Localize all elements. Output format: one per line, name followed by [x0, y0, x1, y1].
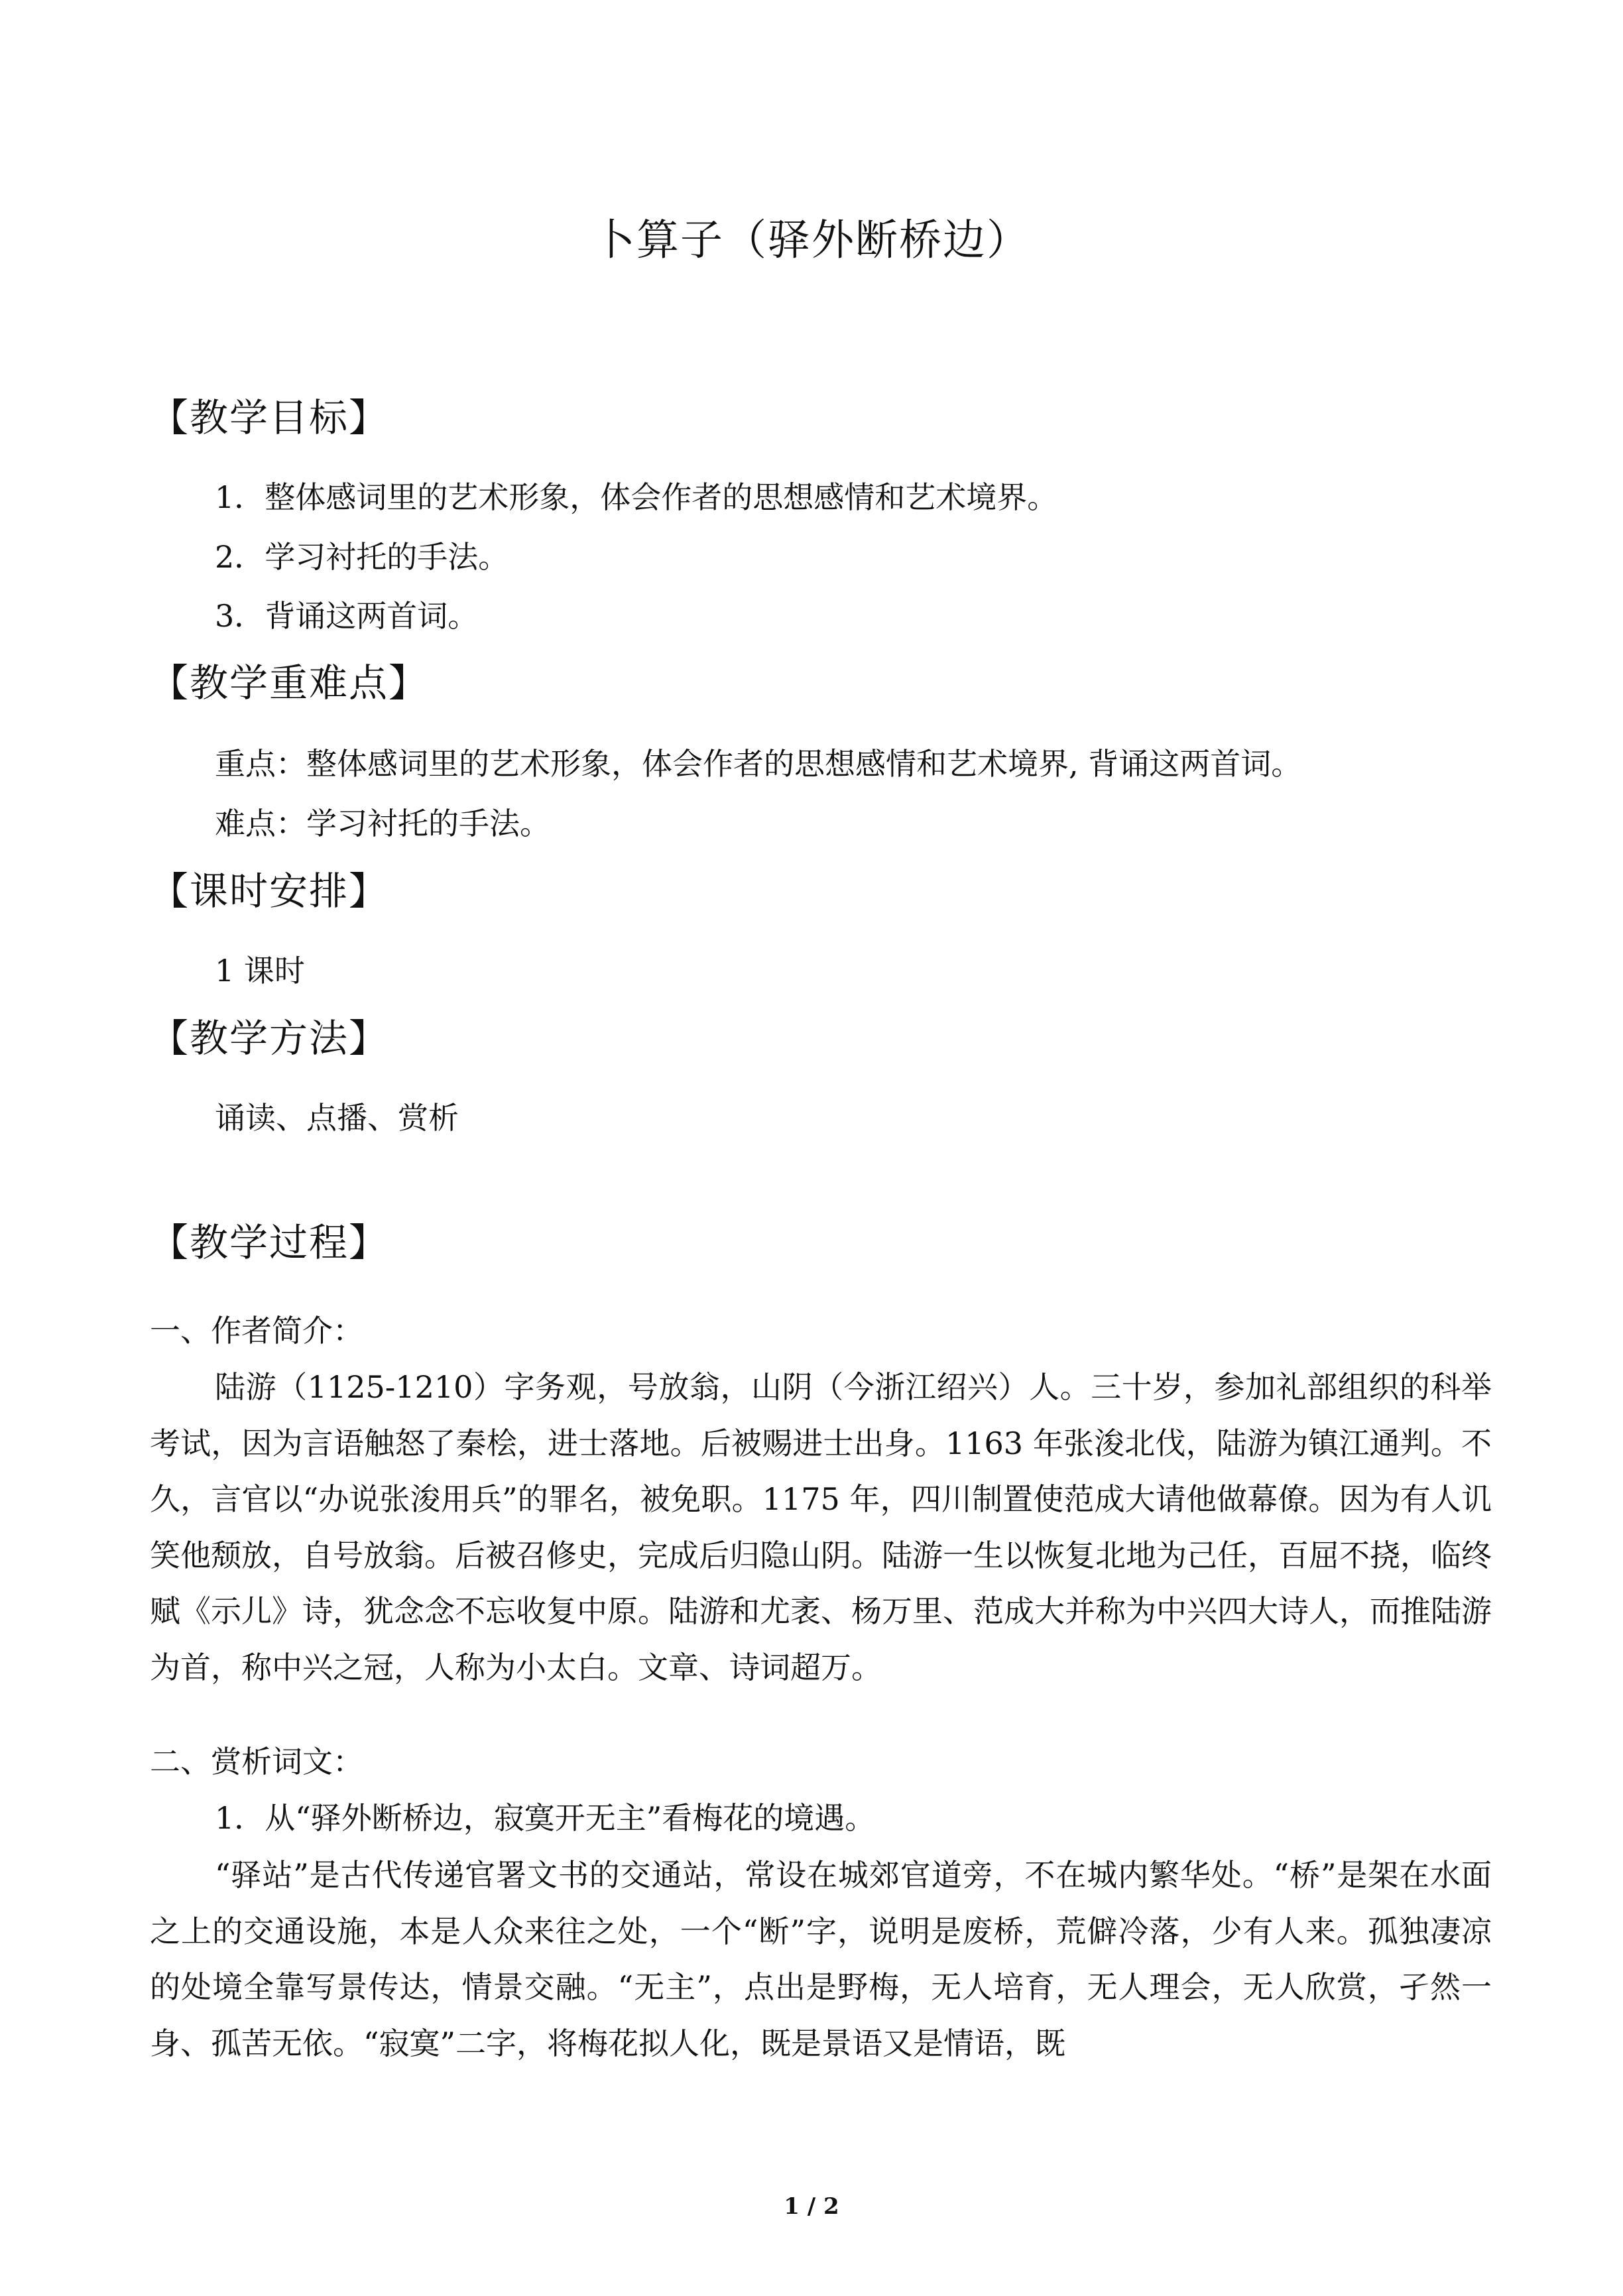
- objective-item-1: 1．整体感词里的艺术形象，体会作者的思想感情和艺术境界。: [215, 479, 1058, 515]
- schedule-value: 1 课时: [215, 953, 305, 989]
- keypoint-difficulty: 难点：学习衬托的手法。: [215, 806, 550, 841]
- heading-schedule: 【课时安排】: [150, 869, 389, 914]
- process-part2-title: 二、赏析词文：: [150, 1744, 363, 1780]
- heading-keypoints: 【教学重难点】: [150, 660, 429, 705]
- heading-objectives: 【教学目标】: [150, 395, 389, 440]
- objective-item-2: 2．学习衬托的手法。: [215, 539, 509, 575]
- page-number: 1 / 2: [784, 2193, 839, 2220]
- process-part2-item1: 1．从“驿外断桥边，寂寞开无主”看梅花的境遇。: [215, 1800, 876, 1836]
- heading-method: 【教学方法】: [150, 1016, 389, 1061]
- process-part1-title: 一、作者简介：: [150, 1313, 363, 1349]
- method-value: 诵读、点播、赏析: [215, 1100, 459, 1136]
- page-title: 卜算子（驿外断桥边）: [593, 216, 1030, 265]
- objective-item-3: 3．背诵这两首词。: [215, 598, 479, 634]
- heading-process: 【教学过程】: [150, 1220, 389, 1265]
- keypoint-key: 重点：整体感词里的艺术形象，体会作者的思想感情和艺术境界, 背诵这两首词。: [215, 746, 1302, 782]
- process-part2-text: “驿站”是古代传递官署文书的交通站，常设在城郊官道旁，不在城内繁华处。“桥”是架在水面之上的交通设施，本是人众来往之处，一个“断”字，说明是废桥，荒僻冷落，少有人来。孤独凄凉的处境全靠写景传达，情景交融。“无主”，点出是野梅，无人培育，无人理会，无人欣赏，孑然一身、孤苦无依。“寂寞”二字，将梅花拟人化，既是景语又是情语，既: [150, 1857, 1492, 2061]
- process-part1-text: 陆游（1125-1210）字务观，号放翁，山阴（今浙江绍兴）人。三十岁，参加礼部组织的科举考试，因为言语触怒了秦桧，进士落地。后被赐进士出身。1163 年张浚北伐，陆游为镇江通判。不久，言官以“办说张浚用兵”的罪名，被免职。1175 年，四川制置使范成大请他做幕僚。因为有人讥笑他颓放，自号放翁。后被召修史，完成后归隐山阴。陆游一生以恢复北地为己任，百屈不挠，临终赋《示儿》诗，犹念念不忘收复中原。陆游和尤袤、杨万里、范成大并称为中兴四大诗人，而推陆游为首，称中兴之冠，人称为小太白。文章、诗词超万。: [150, 1369, 1492, 1685]
